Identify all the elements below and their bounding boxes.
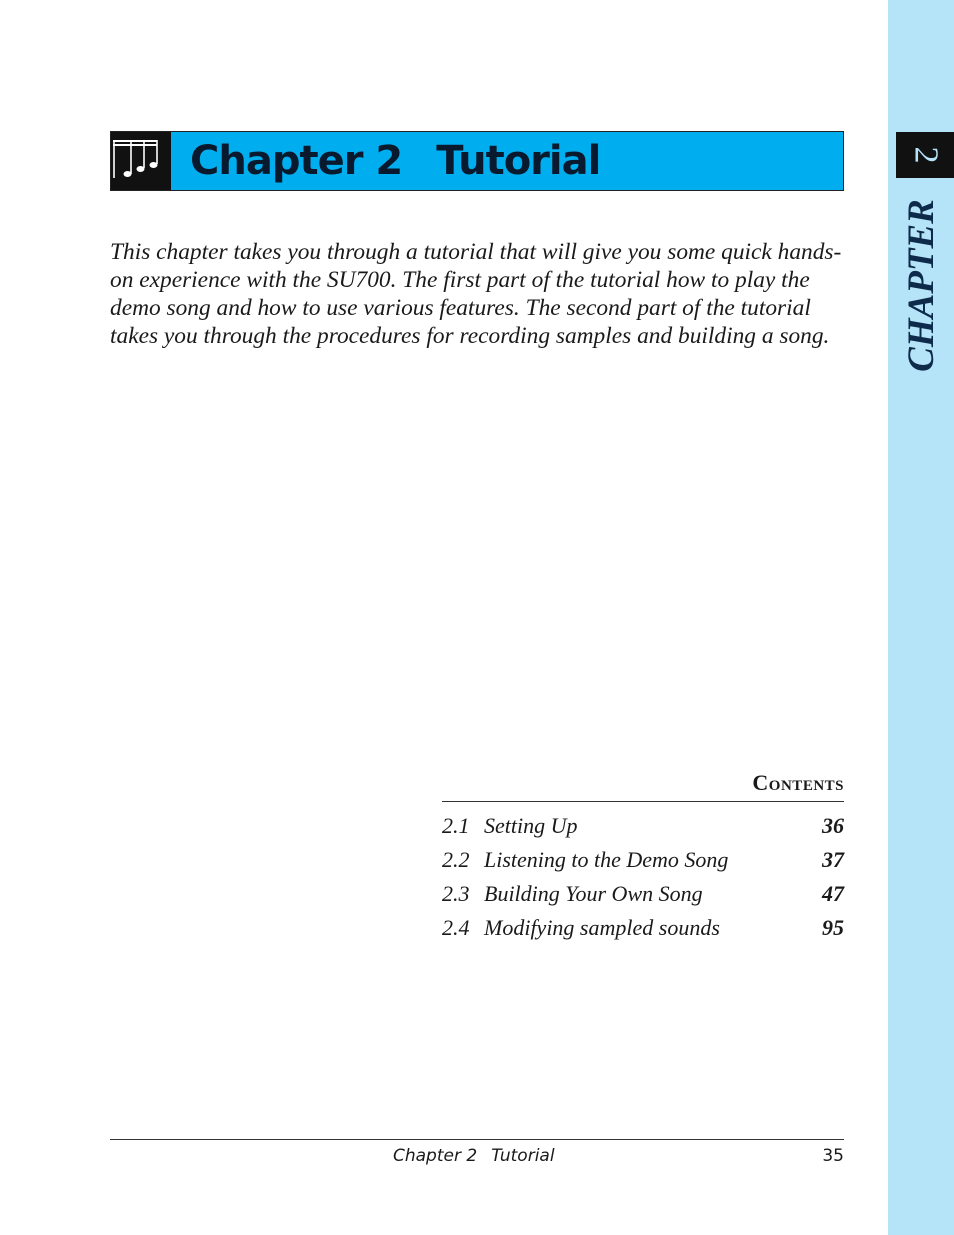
side-chapter-number-text: 2 bbox=[907, 146, 944, 164]
table-of-contents bbox=[442, 809, 844, 945]
chapter-title: Tutorial bbox=[436, 138, 601, 184]
toc-item[interactable] bbox=[442, 911, 844, 945]
chapter-label: Chapter 2 bbox=[190, 138, 403, 184]
toc-item-label: Building Your Own Song bbox=[484, 881, 703, 906]
footer-divider bbox=[110, 1139, 844, 1140]
toc-item-label: Listening to the Demo Song bbox=[484, 847, 729, 872]
chapter-side-tab bbox=[888, 0, 954, 1235]
footer-title-text: Tutorial bbox=[491, 1146, 555, 1166]
toc-item-page: 47 bbox=[822, 881, 844, 906]
contents-heading: Contents bbox=[752, 770, 844, 795]
toc-item-number: 2.3 bbox=[442, 881, 470, 906]
toc-item[interactable] bbox=[442, 843, 844, 877]
side-chapter-word bbox=[896, 200, 946, 370]
side-chapter-number bbox=[896, 132, 954, 178]
footer-chapter-label: Chapter 2 bbox=[393, 1146, 478, 1166]
toc-item-label: Modifying sampled sounds bbox=[484, 915, 720, 940]
toc-item-label: Setting Up bbox=[484, 813, 578, 838]
toc-item-number: 2.1 bbox=[442, 813, 470, 838]
footer-chapter-title bbox=[393, 1144, 555, 1168]
toc-item-number: 2.4 bbox=[442, 915, 470, 940]
toc-item[interactable] bbox=[442, 809, 844, 843]
page-title bbox=[190, 134, 600, 188]
toc-item-number: 2.2 bbox=[442, 847, 470, 872]
toc-item-page: 36 bbox=[822, 813, 844, 838]
side-chapter-word-text: CHAPTER bbox=[900, 198, 942, 372]
toc-item-page: 37 bbox=[822, 847, 844, 872]
intro-paragraph: This chapter takes you through a tutorial that will give you some quick hands-on experience with the SU700. The first part of the tutorial how to play the demo song and how to use various features. The second part of the tutorial takes you through the procedures for recording samples and building a song. bbox=[110, 239, 842, 349]
contents-divider bbox=[442, 801, 844, 802]
toc-item-page: 95 bbox=[822, 915, 844, 940]
toc-item[interactable] bbox=[442, 877, 844, 911]
music-notes-icon bbox=[111, 132, 171, 190]
page-number: 35 bbox=[822, 1146, 844, 1166]
chapter-title-bar bbox=[110, 131, 844, 191]
